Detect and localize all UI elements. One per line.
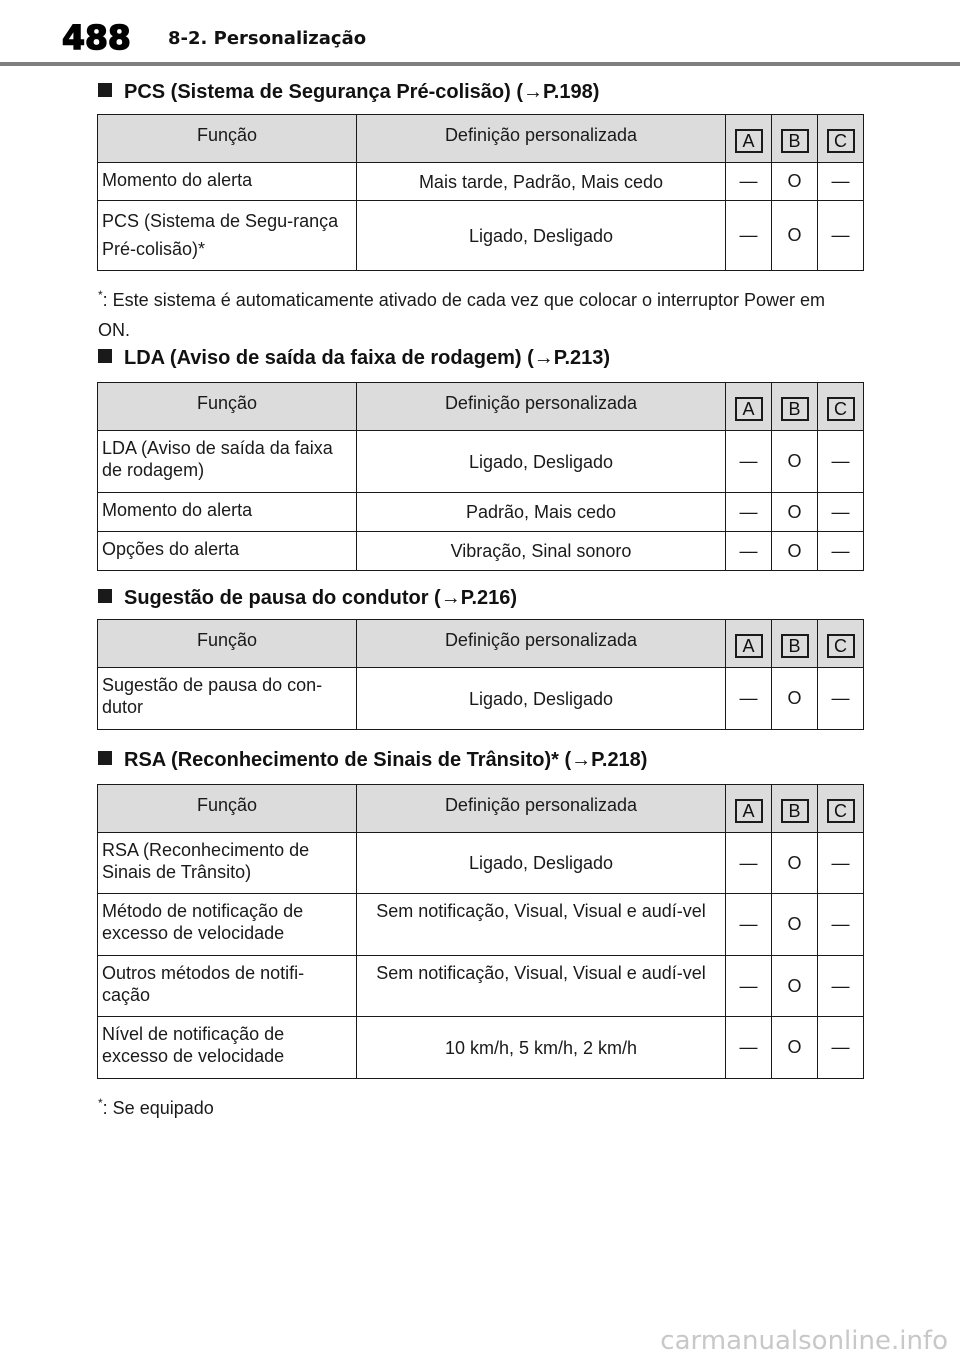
header-c: C	[827, 397, 855, 421]
header-b: B	[781, 799, 809, 823]
cell-b: O	[772, 668, 818, 730]
table-header-row	[98, 785, 864, 833]
cell-function: Nível de notificação de excesso de velocidade	[98, 1017, 357, 1079]
cell-b: O	[772, 833, 818, 894]
header-a: A	[735, 129, 763, 153]
header-definition: Definição personalizada	[357, 620, 726, 668]
header-definition: Definição personalizada	[357, 115, 726, 163]
cell-b: O	[772, 493, 818, 532]
cell-function: Sugestão de pausa do con-dutor	[98, 668, 357, 730]
footnote-asterisk: *	[98, 288, 103, 302]
table-row	[98, 431, 864, 493]
header-c: C	[827, 799, 855, 823]
header-function: Função	[98, 620, 357, 668]
header-function: Função	[98, 115, 357, 163]
table-row	[98, 201, 864, 271]
cell-c: —	[818, 431, 864, 493]
footnote-pcs	[98, 280, 858, 345]
cell-definition: Vibração, Sinal sonoro	[357, 532, 726, 571]
cell-a: —	[726, 431, 772, 493]
cell-definition: Padrão, Mais cedo	[357, 493, 726, 532]
cell-c: —	[818, 493, 864, 532]
cell-a: —	[726, 1017, 772, 1079]
table-pausa	[97, 619, 864, 730]
cell-c: —	[818, 894, 864, 956]
cell-definition: 10 km/h, 5 km/h, 2 km/h	[357, 1017, 726, 1079]
cell-c: —	[818, 532, 864, 571]
cell-c: —	[818, 1017, 864, 1079]
cell-definition: Ligado, Desligado	[357, 201, 726, 271]
header-c: C	[827, 634, 855, 658]
header-a: A	[735, 634, 763, 658]
cell-function: Momento do alerta	[98, 163, 357, 201]
cell-b: O	[772, 1017, 818, 1079]
header-definition: Definição personalizada	[357, 383, 726, 431]
heading-text: RSA (Reconhecimento de Sinais de Trânsito)* (→P.218)	[124, 749, 648, 771]
bullet-square-icon	[98, 751, 112, 765]
footnote-text: : Este sistema é automaticamente ativado de cada vez que colocar o interruptor Power em ON.	[98, 290, 826, 340]
table-lda	[97, 382, 864, 571]
table-row	[98, 1017, 864, 1079]
cell-function: Momento do alerta	[98, 493, 357, 532]
table-row	[98, 668, 864, 730]
page-number: 488	[62, 18, 131, 57]
cell-c: —	[818, 833, 864, 894]
table-header-row	[98, 383, 864, 431]
header-b: B	[781, 397, 809, 421]
heading-pcs	[98, 80, 599, 104]
header-definition: Definição personalizada	[357, 785, 726, 833]
cell-b: O	[772, 201, 818, 271]
cell-b: O	[772, 894, 818, 956]
cell-function: LDA (Aviso de saída da faixa de rodagem)	[98, 431, 357, 493]
table-row	[98, 956, 864, 1017]
cell-a: —	[726, 668, 772, 730]
cell-a: —	[726, 894, 772, 956]
table-rsa	[97, 784, 864, 1079]
table-row	[98, 894, 864, 956]
page-header	[0, 0, 960, 66]
heading-text: Sugestão de pausa do condutor (→P.216)	[124, 587, 518, 609]
footnote-asterisk: *	[98, 1096, 103, 1110]
cell-function: Outros métodos de notifi-cação	[98, 956, 357, 1017]
table-row	[98, 532, 864, 571]
heading-text: PCS (Sistema de Segurança Pré-colisão) (→P.198)	[124, 81, 600, 103]
table-row	[98, 833, 864, 894]
cell-a: —	[726, 833, 772, 894]
bullet-square-icon	[98, 349, 112, 363]
table-header-row	[98, 620, 864, 668]
header-b: B	[781, 129, 809, 153]
cell-function: PCS (Sistema de Segu-rança Pré-colisão)*	[98, 201, 357, 271]
cell-function: Opções do alerta	[98, 532, 357, 571]
header-function: Função	[98, 785, 357, 833]
cell-b: O	[772, 532, 818, 571]
cell-b: O	[772, 956, 818, 1017]
header-b: B	[781, 634, 809, 658]
bullet-square-icon	[98, 589, 112, 603]
footnote-text: : Se equipado	[102, 1098, 214, 1118]
cell-definition: Sem notificação, Visual, Visual e audí-vel	[357, 894, 726, 956]
header-function: Função	[98, 383, 357, 431]
cell-a: —	[726, 532, 772, 571]
table-row	[98, 493, 864, 532]
heading-text: LDA (Aviso de saída da faixa de rodagem) (→P.213)	[124, 347, 611, 369]
cell-c: —	[818, 668, 864, 730]
table-row	[98, 163, 864, 201]
table-pcs	[97, 114, 864, 271]
cell-a: —	[726, 163, 772, 201]
cell-function: Método de notificação de excesso de velocidade	[98, 894, 357, 956]
watermark: carmanualsonline.info	[660, 1326, 948, 1356]
heading-pausa	[98, 586, 517, 610]
cell-b: O	[772, 431, 818, 493]
section-title: 8-2. Personalização	[168, 28, 367, 49]
table-header-row	[98, 115, 864, 163]
cell-c: —	[818, 163, 864, 201]
heading-lda	[98, 346, 610, 370]
header-c: C	[827, 129, 855, 153]
cell-c: —	[818, 201, 864, 271]
header-a: A	[735, 397, 763, 421]
cell-a: —	[726, 493, 772, 532]
cell-b: O	[772, 163, 818, 201]
footnote-rsa	[98, 1088, 214, 1123]
cell-c: —	[818, 956, 864, 1017]
cell-definition: Ligado, Desligado	[357, 668, 726, 730]
cell-a: —	[726, 201, 772, 271]
cell-definition: Mais tarde, Padrão, Mais cedo	[357, 163, 726, 201]
cell-definition: Ligado, Desligado	[357, 833, 726, 894]
bullet-square-icon	[98, 83, 112, 97]
cell-a: —	[726, 956, 772, 1017]
cell-definition: Ligado, Desligado	[357, 431, 726, 493]
heading-rsa	[98, 748, 647, 772]
cell-definition: Sem notificação, Visual, Visual e audí-vel	[357, 956, 726, 1017]
cell-function: RSA (Reconhecimento de Sinais de Trânsito)	[98, 833, 357, 894]
header-rule	[0, 62, 960, 66]
header-a: A	[735, 799, 763, 823]
